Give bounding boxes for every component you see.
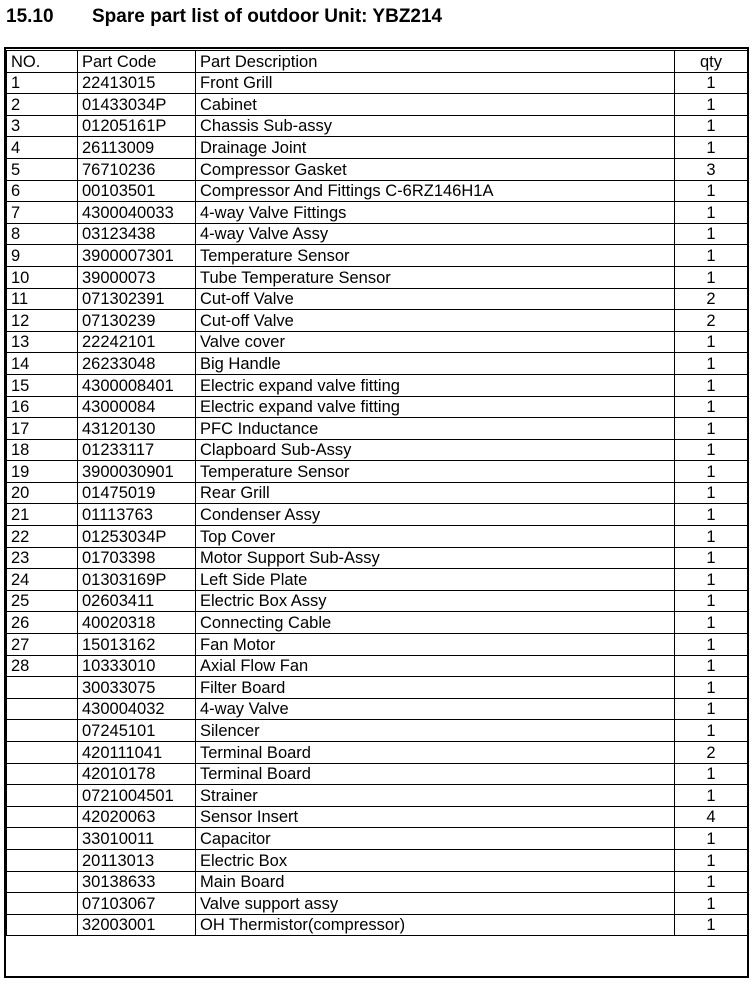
cell-no (7, 893, 78, 915)
cell-no: 2 (7, 94, 78, 116)
table-row (7, 914, 748, 936)
table-row (7, 698, 748, 720)
table-row (7, 569, 748, 591)
cell-no: 18 (7, 439, 78, 461)
table-row (7, 482, 748, 504)
table-row (7, 396, 748, 418)
table-row (7, 202, 748, 224)
table-body (7, 72, 748, 936)
table-row (7, 547, 748, 569)
cell-part-description: Cut-off Valve (196, 310, 675, 332)
cell-no (7, 849, 78, 871)
cell-qty: 1 (675, 914, 748, 936)
cell-part-description: 4-way Valve Assy (196, 223, 675, 245)
table-row (7, 720, 748, 742)
cell-qty: 4 (675, 806, 748, 828)
cell-part-description: 4-way Valve (196, 698, 675, 720)
cell-part-description: Terminal Board (196, 763, 675, 785)
cell-part-description: Electric Box Assy (196, 590, 675, 612)
cell-part-code: 40020318 (78, 612, 196, 634)
cell-qty: 1 (675, 893, 748, 915)
table-row (7, 806, 748, 828)
cell-qty: 1 (675, 353, 748, 375)
cell-part-description: Left Side Plate (196, 569, 675, 591)
table-row (7, 180, 748, 202)
table-row (7, 72, 748, 94)
cell-no (7, 763, 78, 785)
cell-part-code: 01233117 (78, 439, 196, 461)
cell-part-code: 20113013 (78, 849, 196, 871)
cell-no: 16 (7, 396, 78, 418)
cell-part-description: Electric Box (196, 849, 675, 871)
cell-part-code: 01703398 (78, 547, 196, 569)
cell-no: 23 (7, 547, 78, 569)
table-row (7, 418, 748, 440)
cell-part-code: 430004032 (78, 698, 196, 720)
cell-qty: 1 (675, 461, 748, 483)
cell-no: 20 (7, 482, 78, 504)
cell-qty: 3 (675, 158, 748, 180)
cell-part-code: 00103501 (78, 180, 196, 202)
cell-part-description: Main Board (196, 871, 675, 893)
cell-part-description: PFC Inductance (196, 418, 675, 440)
cell-no: 12 (7, 310, 78, 332)
cell-part-code: 30138633 (78, 871, 196, 893)
table-row (7, 612, 748, 634)
cell-qty: 1 (675, 374, 748, 396)
cell-part-description: Temperature Sensor (196, 245, 675, 267)
cell-part-code: 22242101 (78, 331, 196, 353)
table-row (7, 655, 748, 677)
cell-no (7, 742, 78, 764)
cell-part-code: 01303169P (78, 569, 196, 591)
cell-qty: 1 (675, 331, 748, 353)
table-row (7, 893, 748, 915)
cell-part-code: 420111041 (78, 742, 196, 764)
cell-qty: 1 (675, 677, 748, 699)
cell-part-code: 26233048 (78, 353, 196, 375)
column-header-qty: qty (675, 51, 748, 73)
cell-no: 13 (7, 331, 78, 353)
cell-no (7, 828, 78, 850)
cell-no: 15 (7, 374, 78, 396)
cell-no: 11 (7, 288, 78, 310)
section-number: 15.10 (6, 6, 54, 27)
cell-no: 14 (7, 353, 78, 375)
cell-part-code: 01113763 (78, 504, 196, 526)
cell-part-description: Front Grill (196, 72, 675, 94)
cell-no: 4 (7, 137, 78, 159)
cell-part-description: Valve cover (196, 331, 675, 353)
table-row (7, 828, 748, 850)
cell-qty: 1 (675, 504, 748, 526)
cell-no: 25 (7, 590, 78, 612)
section-title: Spare part list of outdoor Unit: YBZ214 (92, 6, 443, 27)
cell-part-code: 01205161P (78, 115, 196, 137)
table-row (7, 590, 748, 612)
cell-part-description: Silencer (196, 720, 675, 742)
cell-qty: 1 (675, 202, 748, 224)
cell-part-description: Compressor Gasket (196, 158, 675, 180)
cell-no (7, 806, 78, 828)
cell-part-code: 03123438 (78, 223, 196, 245)
table-row (7, 849, 748, 871)
cell-part-code: 43000084 (78, 396, 196, 418)
cell-part-code: 3900030901 (78, 461, 196, 483)
cell-part-description: Connecting Cable (196, 612, 675, 634)
cell-qty: 1 (675, 245, 748, 267)
cell-qty: 1 (675, 482, 748, 504)
cell-no: 24 (7, 569, 78, 591)
cell-qty: 2 (675, 742, 748, 764)
table-header-row (7, 51, 748, 73)
cell-no (7, 698, 78, 720)
cell-qty: 1 (675, 547, 748, 569)
cell-qty: 1 (675, 396, 748, 418)
cell-qty: 1 (675, 137, 748, 159)
cell-qty: 1 (675, 763, 748, 785)
table-row (7, 677, 748, 699)
cell-part-code: 30033075 (78, 677, 196, 699)
cell-no (7, 677, 78, 699)
cell-part-code: 07103067 (78, 893, 196, 915)
cell-part-code: 42020063 (78, 806, 196, 828)
cell-part-description: Tube Temperature Sensor (196, 266, 675, 288)
cell-part-description: Electric expand valve fitting (196, 396, 675, 418)
cell-part-description: Electric expand valve fitting (196, 374, 675, 396)
table-row (7, 785, 748, 807)
cell-no: 3 (7, 115, 78, 137)
cell-qty: 1 (675, 634, 748, 656)
table-row (7, 158, 748, 180)
cell-qty: 1 (675, 569, 748, 591)
cell-qty: 2 (675, 288, 748, 310)
cell-part-code: 3900007301 (78, 245, 196, 267)
cell-qty: 1 (675, 439, 748, 461)
cell-qty: 1 (675, 94, 748, 116)
table-row (7, 374, 748, 396)
cell-part-description: Cut-off Valve (196, 288, 675, 310)
cell-no: 9 (7, 245, 78, 267)
cell-part-code: 22413015 (78, 72, 196, 94)
cell-part-description: Clapboard Sub-Assy (196, 439, 675, 461)
cell-part-description: Capacitor (196, 828, 675, 850)
cell-part-code: 0721004501 (78, 785, 196, 807)
cell-part-description: Rear Grill (196, 482, 675, 504)
cell-part-code: 07245101 (78, 720, 196, 742)
table-row (7, 266, 748, 288)
cell-qty: 1 (675, 266, 748, 288)
cell-part-code: 01253034P (78, 526, 196, 548)
cell-part-code: 39000073 (78, 266, 196, 288)
table-row (7, 94, 748, 116)
cell-part-description: Strainer (196, 785, 675, 807)
cell-qty: 1 (675, 871, 748, 893)
cell-part-code: 32003001 (78, 914, 196, 936)
cell-part-description: Condenser Assy (196, 504, 675, 526)
column-header-part-description: Part Description (196, 51, 675, 73)
cell-qty: 1 (675, 223, 748, 245)
cell-part-description: Cabinet (196, 94, 675, 116)
cell-part-description: Motor Support Sub-Assy (196, 547, 675, 569)
cell-part-description: OH Thermistor(compressor) (196, 914, 675, 936)
cell-no: 26 (7, 612, 78, 634)
table-row (7, 353, 748, 375)
cell-part-description: Terminal Board (196, 742, 675, 764)
cell-qty: 1 (675, 785, 748, 807)
table-row (7, 331, 748, 353)
cell-no: 27 (7, 634, 78, 656)
cell-qty: 1 (675, 180, 748, 202)
table-row (7, 763, 748, 785)
table-row (7, 245, 748, 267)
cell-no: 17 (7, 418, 78, 440)
cell-qty: 1 (675, 720, 748, 742)
cell-qty: 1 (675, 849, 748, 871)
cell-part-code: 02603411 (78, 590, 196, 612)
table-row (7, 439, 748, 461)
cell-part-code: 42010178 (78, 763, 196, 785)
cell-qty: 1 (675, 418, 748, 440)
table-row (7, 223, 748, 245)
cell-part-description: Drainage Joint (196, 137, 675, 159)
section-heading (6, 5, 442, 29)
cell-qty: 2 (675, 310, 748, 332)
cell-qty: 1 (675, 590, 748, 612)
cell-part-code: 15013162 (78, 634, 196, 656)
table-row (7, 634, 748, 656)
column-header-no: NO. (7, 51, 78, 73)
cell-no: 6 (7, 180, 78, 202)
cell-qty: 1 (675, 72, 748, 94)
cell-part-description: Sensor Insert (196, 806, 675, 828)
cell-part-code: 26113009 (78, 137, 196, 159)
table-row (7, 461, 748, 483)
cell-no: 7 (7, 202, 78, 224)
cell-part-code: 07130239 (78, 310, 196, 332)
spare-parts-table (6, 50, 748, 936)
cell-qty: 1 (675, 655, 748, 677)
cell-part-code: 76710236 (78, 158, 196, 180)
table-row (7, 115, 748, 137)
cell-part-code: 33010011 (78, 828, 196, 850)
cell-no (7, 914, 78, 936)
cell-part-description: Fan Motor (196, 634, 675, 656)
column-header-part-code: Part Code (78, 51, 196, 73)
cell-part-description: Valve support assy (196, 893, 675, 915)
cell-no (7, 871, 78, 893)
cell-no: 5 (7, 158, 78, 180)
cell-part-description: Chassis Sub-assy (196, 115, 675, 137)
cell-qty: 1 (675, 612, 748, 634)
cell-no (7, 785, 78, 807)
cell-part-description: Axial Flow Fan (196, 655, 675, 677)
table-row (7, 288, 748, 310)
table-row (7, 526, 748, 548)
cell-part-description: 4-way Valve Fittings (196, 202, 675, 224)
cell-no: 21 (7, 504, 78, 526)
cell-qty: 1 (675, 828, 748, 850)
cell-no: 19 (7, 461, 78, 483)
cell-no: 22 (7, 526, 78, 548)
table-row (7, 310, 748, 332)
table-row (7, 504, 748, 526)
cell-part-code: 43120130 (78, 418, 196, 440)
cell-part-code: 01433034P (78, 94, 196, 116)
cell-part-description: Filter Board (196, 677, 675, 699)
cell-part-code: 071302391 (78, 288, 196, 310)
table-row (7, 871, 748, 893)
cell-part-description: Big Handle (196, 353, 675, 375)
cell-part-code: 10333010 (78, 655, 196, 677)
cell-no: 1 (7, 72, 78, 94)
cell-no: 10 (7, 266, 78, 288)
cell-qty: 1 (675, 115, 748, 137)
cell-no: 8 (7, 223, 78, 245)
cell-no (7, 720, 78, 742)
cell-qty: 1 (675, 698, 748, 720)
cell-part-code: 4300008401 (78, 374, 196, 396)
cell-qty: 1 (675, 526, 748, 548)
cell-no: 28 (7, 655, 78, 677)
cell-part-code: 4300040033 (78, 202, 196, 224)
table-row (7, 742, 748, 764)
cell-part-description: Compressor And Fittings C-6RZ146H1A (196, 180, 675, 202)
table-row (7, 137, 748, 159)
cell-part-description: Top Cover (196, 526, 675, 548)
cell-part-code: 01475019 (78, 482, 196, 504)
cell-part-description: Temperature Sensor (196, 461, 675, 483)
